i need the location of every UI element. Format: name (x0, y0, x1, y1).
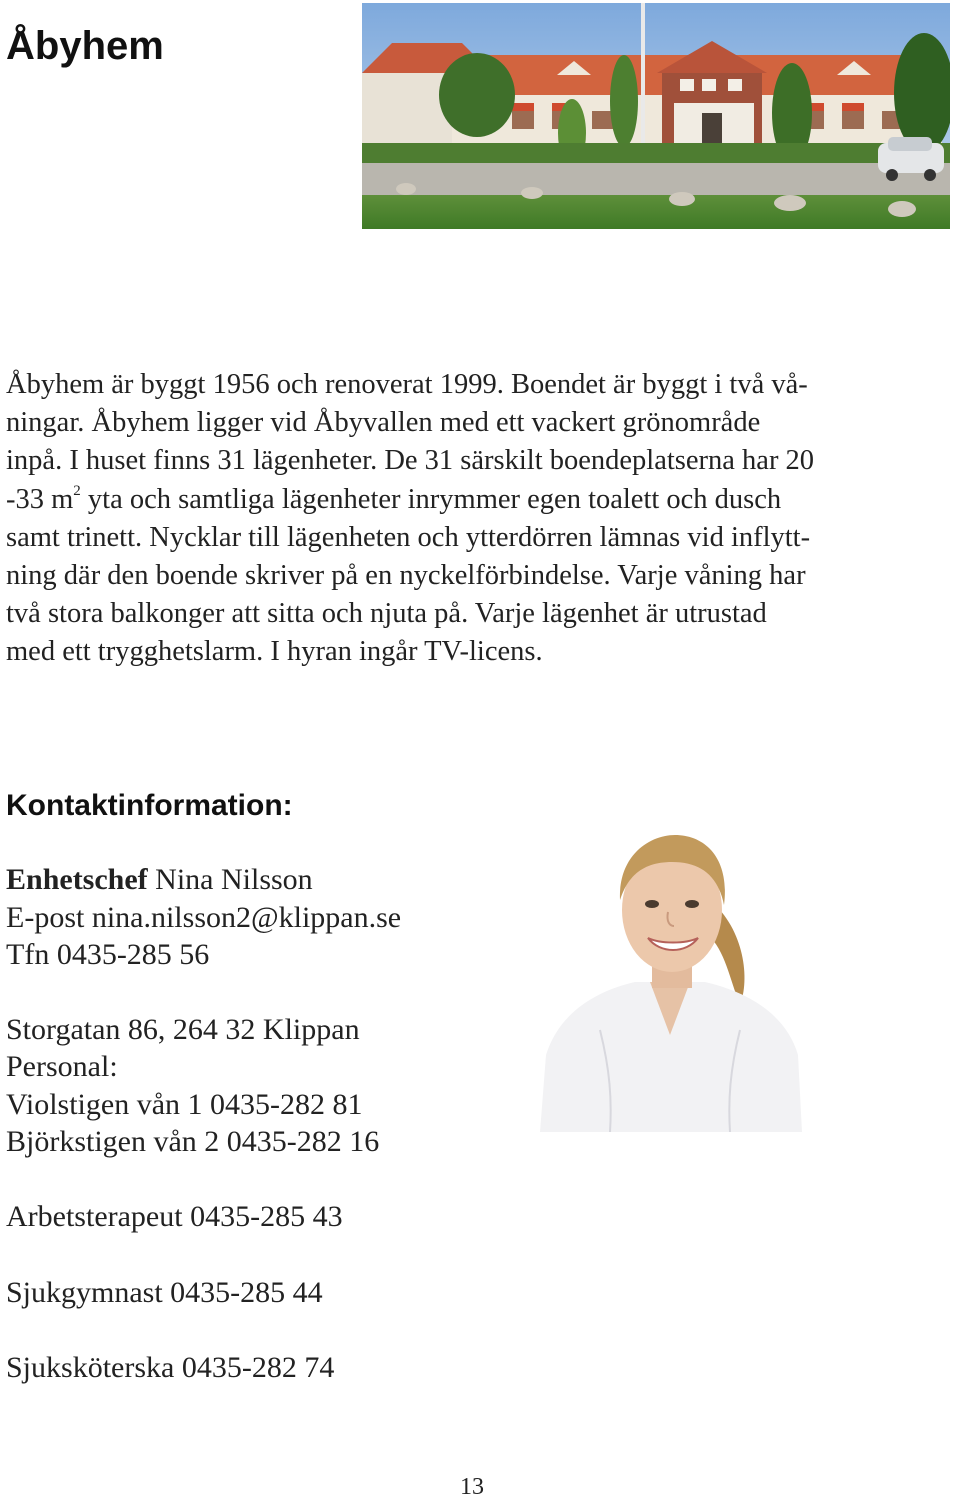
intro-line-4 (6, 481, 946, 519)
superscript-2: 2 (73, 482, 81, 499)
intro-line-5: samt trinett. Nycklar till lägenheten och ytterdörren lämnas vid inflytt- (6, 521, 811, 553)
contact-heading: Kontaktinformation: (6, 789, 293, 822)
intro-line-7: två stora balkonger att sitta och njuta på. Varje lägenhet är utrustad (6, 598, 767, 630)
nurse-line: Sjuksköterska 0435-282 74 (6, 1351, 335, 1384)
occupational-therapist-line: Arbetsterapeut 0435-285 43 (6, 1200, 343, 1233)
email-line: E-post nina.nilsson2@klippan.se (6, 901, 402, 934)
intro-paragraph (6, 366, 946, 672)
intro-line-3: inpå. I huset finns 31 lägenheter. De 31 särskilt boendeplatserna har 20 (6, 445, 815, 477)
manager-role: Enhetschef (6, 863, 148, 896)
intro-line-8: med ett trygghetslarm. I hyran ingår TV-licens. (6, 636, 543, 668)
address-line: Storgatan 86, 264 32 Klippan (6, 1013, 360, 1046)
phone-line: Tfn 0435-285 56 (6, 938, 210, 971)
page-number: 13 (460, 1474, 484, 1500)
area-text-rest: yta och samtliga lägenheter inrymmer egen toalett och dusch (80, 483, 782, 515)
staff-line-1: Violstigen vån 1 0435-282 81 (6, 1088, 363, 1121)
intro-line-2: ningar. Åbyhem ligger vid Åbyvallen med ett vackert grönområde (6, 407, 761, 439)
physiotherapist-line: Sjukgymnast 0435-285 44 (6, 1276, 323, 1309)
staff-label: Personal: (6, 1050, 118, 1083)
manager-name: Nina Nilsson (147, 863, 313, 896)
page-title: Åbyhem (6, 24, 164, 68)
manager-line (6, 861, 313, 899)
manager-portrait (540, 830, 805, 1132)
intro-line-6: ning där den boende skriver på en nyckelförbindelse. Varje våning har (6, 560, 806, 592)
intro-line-1: Åbyhem är byggt 1956 och renoverat 1999. Boendet är byggt i två vå- (6, 369, 808, 400)
building-photo (362, 3, 950, 229)
area-text: -33 m (6, 483, 74, 515)
staff-line-2: Björkstigen vån 2 0435-282 16 (6, 1125, 380, 1158)
